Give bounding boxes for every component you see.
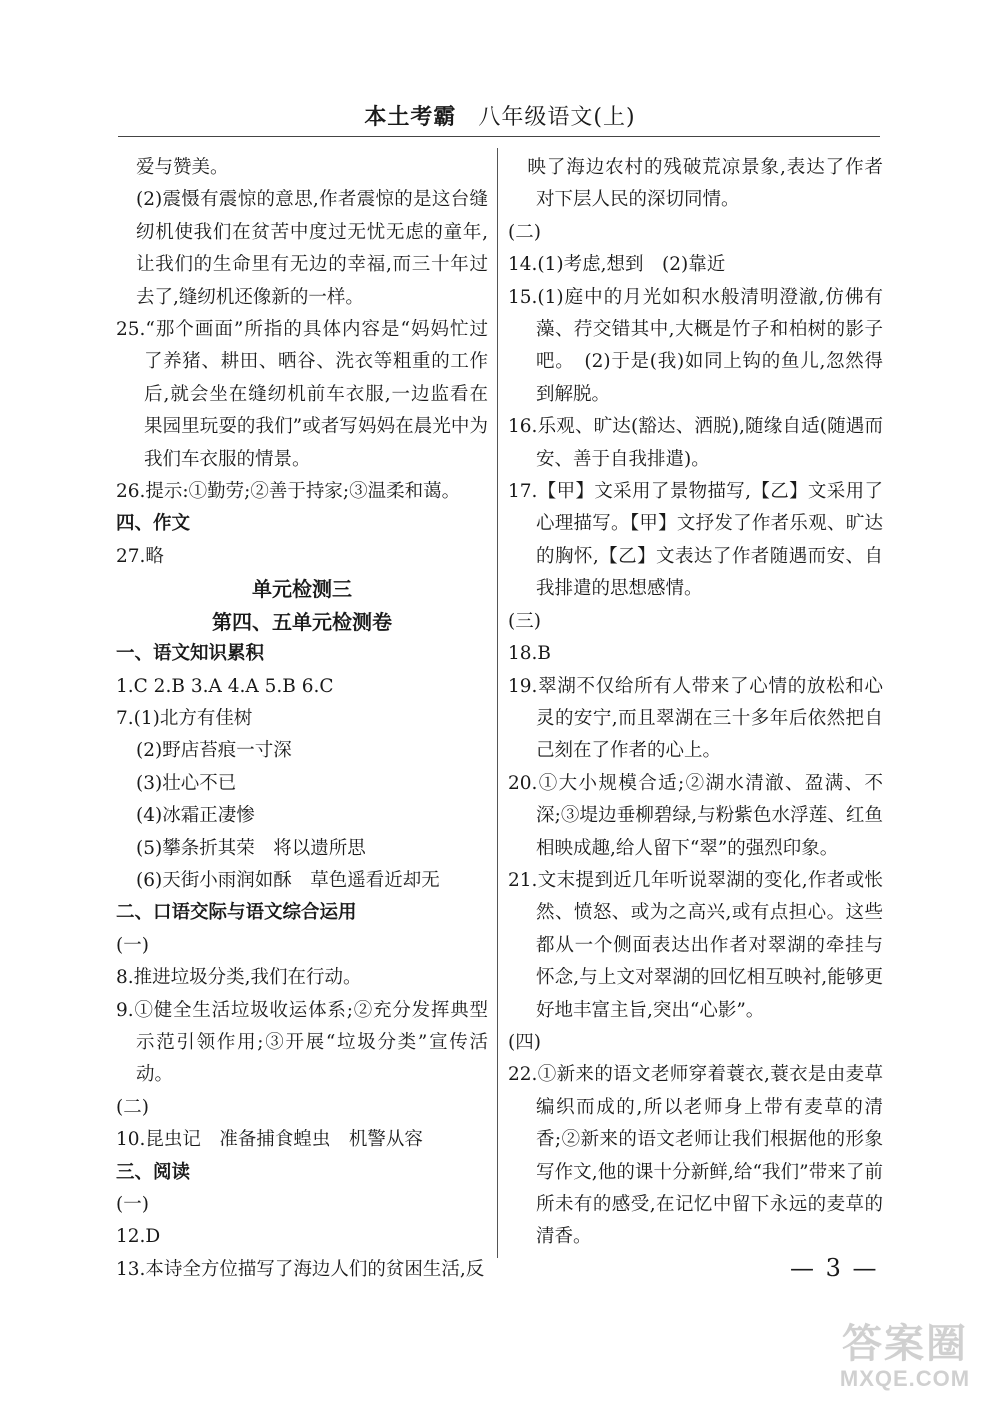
answer-line: (四) xyxy=(508,1031,541,1053)
answer-line: 映了海边农村的残破荒凉景象,表达了作者对下层人民的深切同情。 xyxy=(508,157,883,211)
answer-line: 10.昆虫记 准备捕食蝗虫 机警从容 xyxy=(116,1129,423,1151)
answer-line: 爱与赞美。 xyxy=(136,157,229,178)
answer-line: (三) xyxy=(508,610,541,632)
unit-title: 单元检测三 xyxy=(252,577,352,602)
unit-title: 第四、五单元检测卷 xyxy=(212,609,392,634)
right-column xyxy=(508,152,883,1254)
answer-line: 16.乐观、旷达(豁达、洒脱),随缘自适(随遇而安、善于自我排遣)。 xyxy=(508,416,883,470)
book-brand: 本土考霸 xyxy=(364,104,457,130)
page-header xyxy=(0,100,1000,131)
section-heading: 三、阅读 xyxy=(116,1161,191,1183)
answer-line: 20.①大小规模合适;②湖水清澈、盈满、不深;③堤边垂柳碧绿,与粉紫色水浮莲、红鱼相映成趣,给人留下“翠”的强烈印象。 xyxy=(508,772,883,859)
answer-line: 17.【甲】文采用了景物描写,【乙】文采用了心理描写。【甲】文抒发了作者乐观、旷达的胸怀,【乙】文表达了作者随遇而安、自我排遣的思想感情。 xyxy=(508,481,883,600)
answer-line: 21.文末提到近几年听说翠湖的变化,作者或怅然、愤怒、或为之高兴,或有点担心。这些都从一个侧面表达出作者对翠湖的牵挂与怀念,与上文对翠湖的回忆相互映衬,能够更好地丰富主旨,突出“心影”。 xyxy=(508,869,883,1021)
answer-line: 12.D xyxy=(116,1226,161,1248)
watermark-logo: 答案圈 xyxy=(842,1322,968,1366)
book-subject: 八年级语文(上) xyxy=(478,105,636,130)
answer-line: (二) xyxy=(116,1096,149,1118)
left-column xyxy=(116,152,488,1286)
answer-line: 14.(1)考虑,想到 (2)靠近 xyxy=(508,254,726,276)
answer-line: 26.提示:①勤劳;②善于持家;③温柔和蔼。 xyxy=(116,481,461,503)
answer-line: 9.①健全生活垃圾收运体系;②充分发挥典型示范引领作用;③开展“垃圾分类”宣传活动。 xyxy=(116,999,488,1086)
answer-line: 27.略 xyxy=(116,545,164,567)
answer-line: (2)震慑有震惊的意思,作者震惊的是这台缝纫机使我们在贫苦中度过无忧无虑的童年,让我们的生命里有无边的幸福,而三十年过去了,缝纫机还像新的一样。 xyxy=(136,189,488,308)
page-number: — 3 — xyxy=(790,1254,879,1282)
answer-line: (一) xyxy=(116,934,149,956)
section-heading: 一、语文知识累积 xyxy=(116,643,265,665)
answer-line: 8.推进垃圾分类,我们在行动。 xyxy=(116,967,362,989)
answer-line: 1.C 2.B 3.A 4.A 5.B 6.C xyxy=(116,675,334,697)
answer-line: 13.本诗全方位描写了海边人们的贫困生活,反 xyxy=(116,1258,485,1280)
answer-line: (5)攀条折其荣 将以遗所思 xyxy=(136,837,366,859)
section-heading: 二、口语交际与语文综合运用 xyxy=(116,902,357,924)
answer-line: (4)冰霜正凄惨 xyxy=(136,805,255,827)
answer-line: 25.“那个画面”所指的具体内容是“妈妈忙过了养猪、耕田、晒谷、洗衣等粗重的工作后,就会坐在缝纫机前车衣服,一边监看在果园里玩耍的我们”或者写妈妈在晨光中为我们车衣服的情景。 xyxy=(116,319,488,470)
answer-line: 7.(1)北方有佳树 xyxy=(116,707,253,729)
answer-line: 19.翠湖不仅给所有人带来了心情的放松和心灵的安宁,而且翠湖在三十多年后依然把自己刻在了作者的心上。 xyxy=(508,675,883,762)
section-heading: 四、作文 xyxy=(116,513,191,535)
column-divider xyxy=(497,148,498,1258)
answer-line: 18.B xyxy=(508,643,552,665)
header-rule xyxy=(118,136,880,137)
answer-line: (3)壮心不已 xyxy=(136,772,237,794)
answer-line: 15.(1)庭中的月光如积水般清明澄澈,仿佛有藻、荇交错其中,大概是竹子和柏树的影子吧。 (2)于是(我)如同上钩的鱼儿,忽然得到解脱。 xyxy=(508,286,883,405)
watermark xyxy=(820,1322,990,1392)
answer-line: (二) xyxy=(508,221,541,243)
answer-line: 22.①新来的语文老师穿着蓑衣,蓑衣是由麦草编织而成的,所以老师身上带有麦草的清香;②新来的语文老师让我们根据他的形象写作文,他的课十分新鲜,给“我们”带来了前所未有的感受,在记忆中留下永远的麦草的清香。 xyxy=(508,1064,883,1248)
answer-line: (2)野店苔痕一寸深 xyxy=(136,740,292,762)
answer-line: (6)天街小雨润如酥 草色遥看近却无 xyxy=(136,869,440,891)
answer-line: (一) xyxy=(116,1194,149,1215)
watermark-url: MXQE.COM xyxy=(839,1366,971,1391)
